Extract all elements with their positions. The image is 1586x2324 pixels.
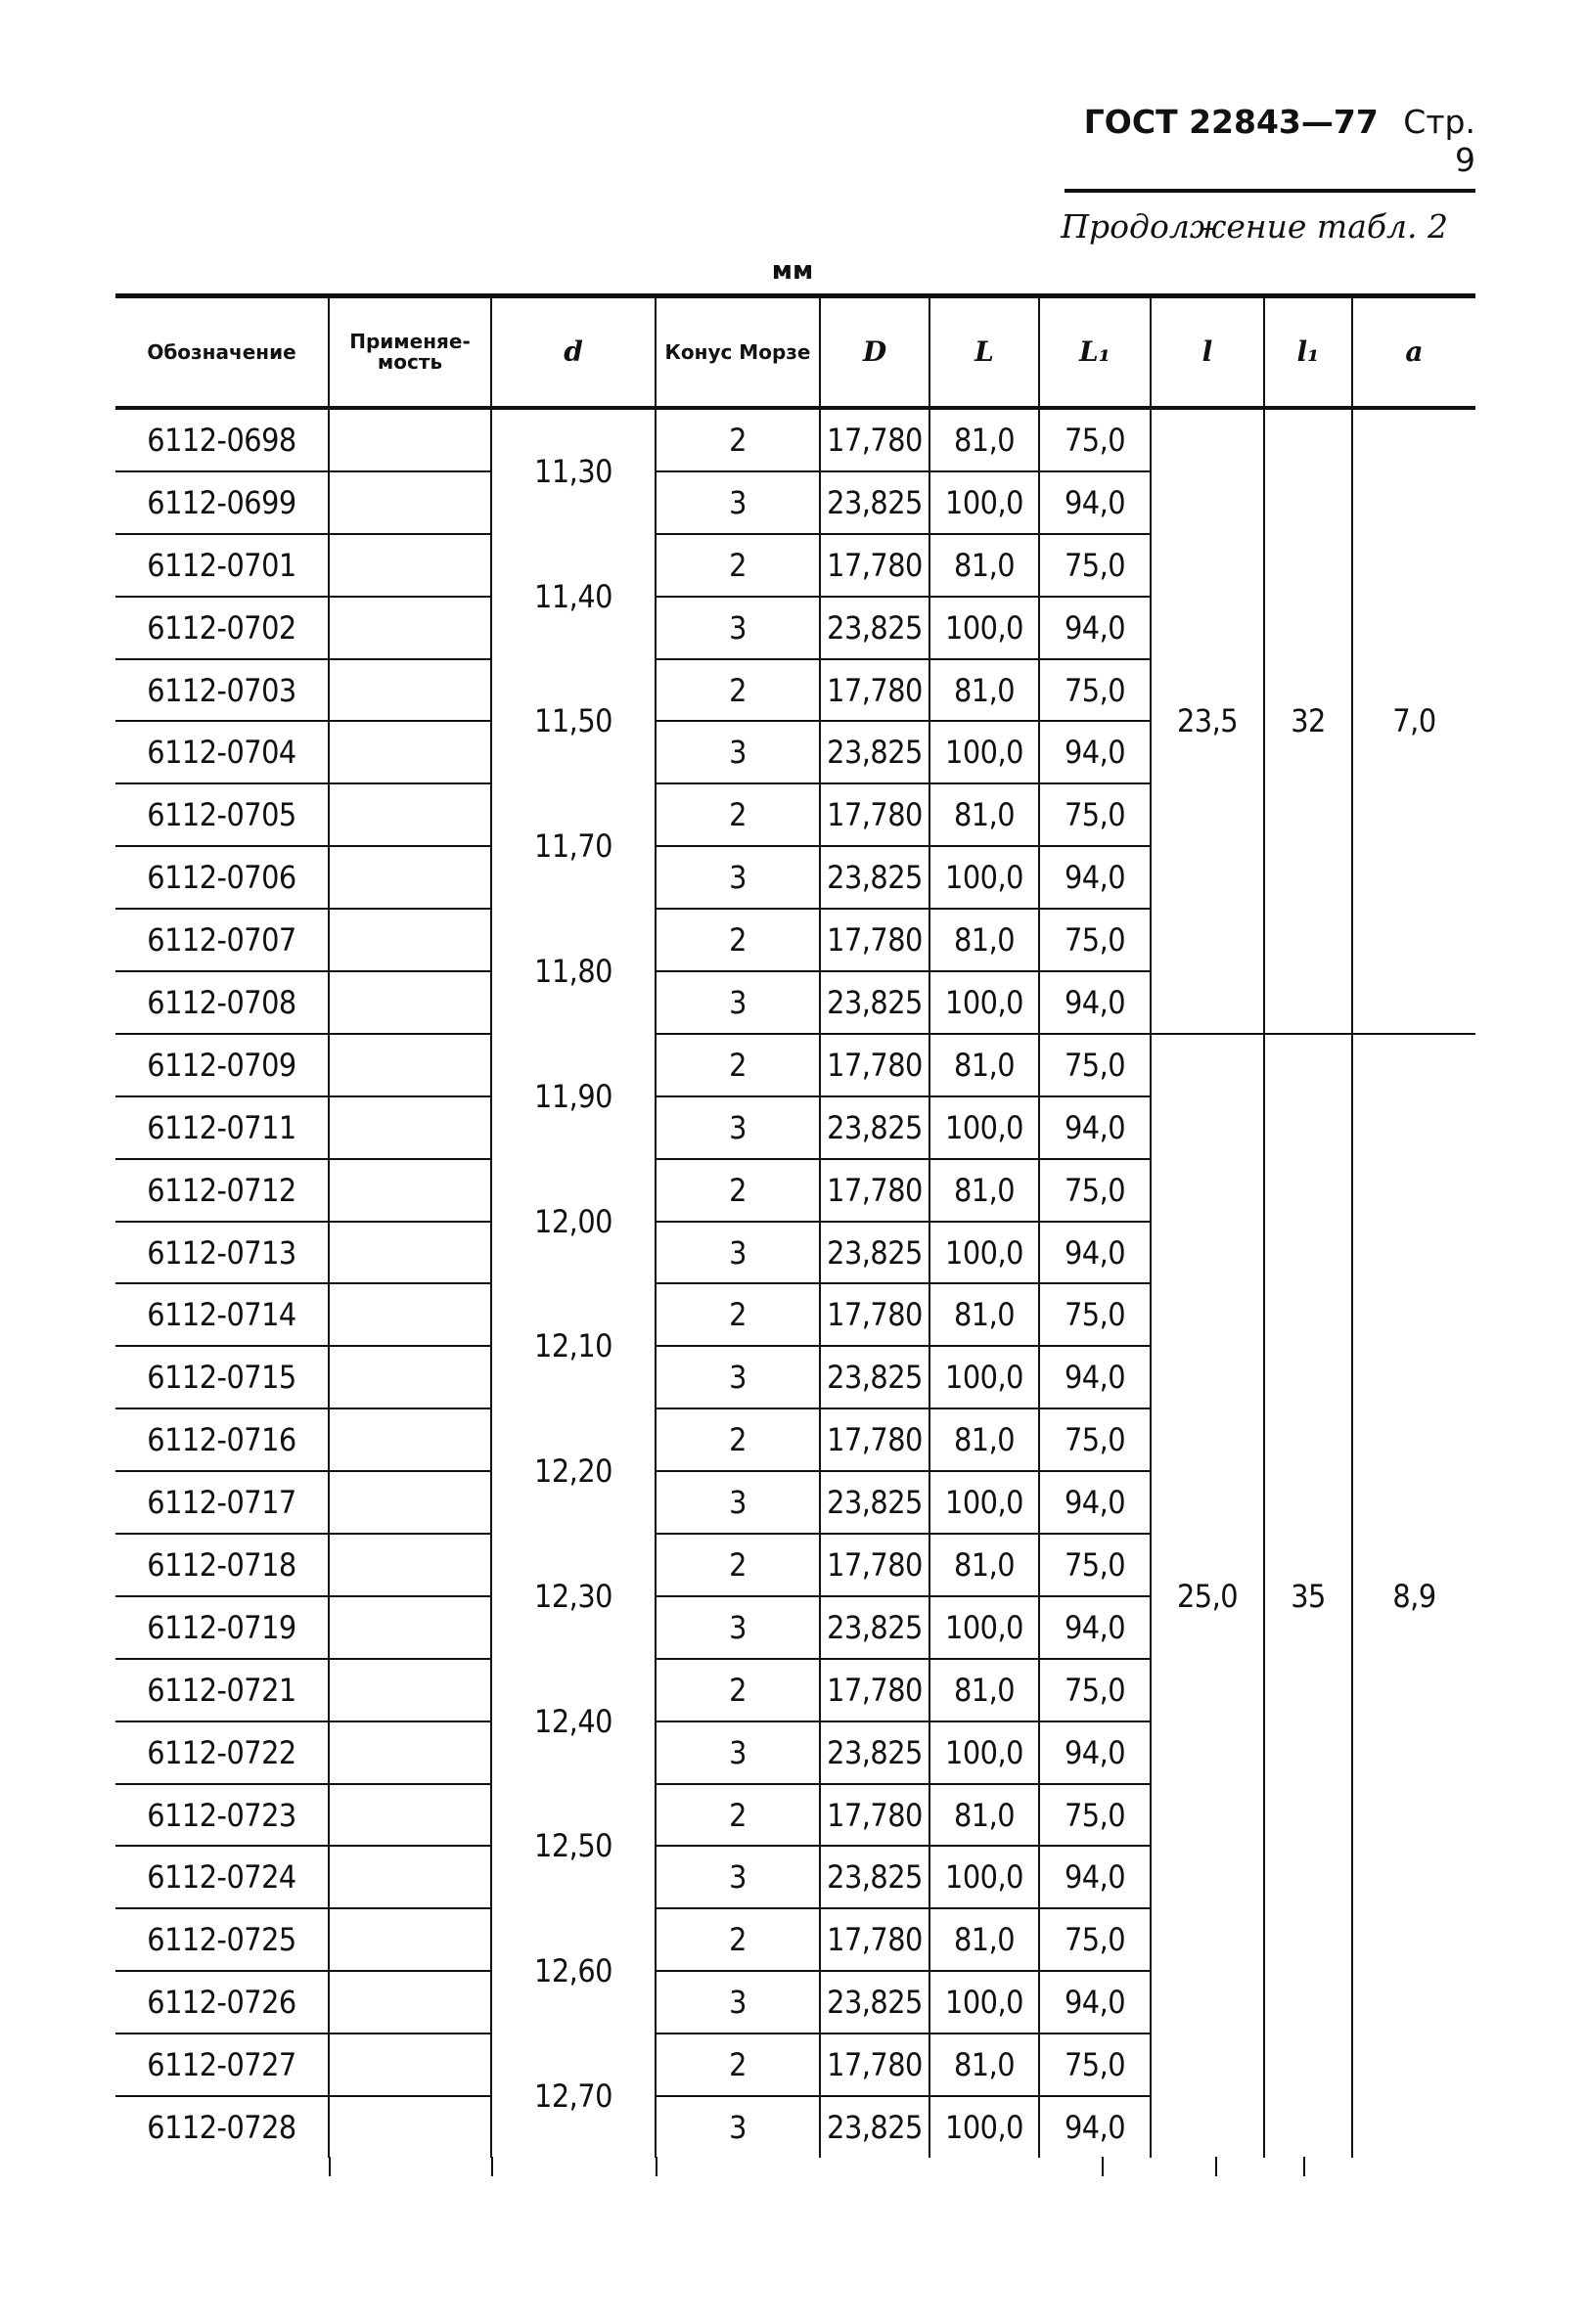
a-cell: 8,9 xyxy=(1352,1034,1475,2158)
L-cell: 81,0 xyxy=(929,909,1039,971)
table-row xyxy=(115,408,1475,471)
d-cell: 12,60 xyxy=(491,1908,656,2034)
L1-cell: 75,0 xyxy=(1039,909,1151,971)
D-cell: 23,825 xyxy=(820,1222,929,1284)
D-cell: 17,780 xyxy=(820,783,929,846)
L-cell: 100,0 xyxy=(929,1596,1039,1659)
page-header xyxy=(1065,103,1475,193)
morse-taper-cell: 2 xyxy=(656,1534,820,1596)
col-header-d: d xyxy=(491,296,656,409)
D-cell: 23,825 xyxy=(820,971,929,1034)
L1-cell: 75,0 xyxy=(1039,1659,1151,1721)
applicability-cell xyxy=(329,1471,491,1534)
D-cell: 17,780 xyxy=(820,1408,929,1471)
designation-cell: 6112-0704 xyxy=(115,721,329,783)
designation-cell: 6112-0722 xyxy=(115,1721,329,1784)
designation-cell: 6112-0699 xyxy=(115,471,329,534)
designation-cell: 6112-0707 xyxy=(115,909,329,971)
L-cell: 81,0 xyxy=(929,1908,1039,1971)
D-cell: 17,780 xyxy=(820,1159,929,1222)
applicability-cell xyxy=(329,2096,491,2158)
applicability-cell xyxy=(329,721,491,783)
morse-taper-cell: 3 xyxy=(656,1346,820,1408)
designation-cell: 6112-0705 xyxy=(115,783,329,846)
designation-cell: 6112-0726 xyxy=(115,1971,329,2034)
L1-cell: 75,0 xyxy=(1039,1534,1151,1596)
spec-table xyxy=(115,293,1475,2158)
morse-taper-cell: 2 xyxy=(656,1908,820,1971)
L-cell: 81,0 xyxy=(929,1659,1039,1721)
designation-cell: 6112-0724 xyxy=(115,1846,329,1908)
designation-cell: 6112-0698 xyxy=(115,408,329,471)
page-number: Стр. 9 xyxy=(1403,103,1475,179)
applicability-cell xyxy=(329,1159,491,1222)
designation-cell: 6112-0715 xyxy=(115,1346,329,1408)
col-header-applicability: Применяе-мость xyxy=(329,296,491,409)
d-cell: 11,40 xyxy=(491,534,656,659)
morse-taper-cell: 3 xyxy=(656,2096,820,2158)
morse-taper-cell: 2 xyxy=(656,2034,820,2096)
morse-taper-cell: 3 xyxy=(656,1096,820,1159)
morse-taper-cell: 2 xyxy=(656,1659,820,1721)
morse-taper-cell: 2 xyxy=(656,1408,820,1471)
applicability-cell xyxy=(329,783,491,846)
L-cell: 81,0 xyxy=(929,659,1039,722)
units-label: мм xyxy=(771,256,814,286)
L-cell: 81,0 xyxy=(929,783,1039,846)
col-header-D: D xyxy=(820,296,929,409)
L-cell: 81,0 xyxy=(929,534,1039,597)
morse-taper-cell: 3 xyxy=(656,721,820,783)
D-cell: 23,825 xyxy=(820,846,929,909)
designation-cell: 6112-0709 xyxy=(115,1034,329,1096)
designation-cell: 6112-0703 xyxy=(115,659,329,722)
L1-cell: 94,0 xyxy=(1039,1346,1151,1408)
L1-cell: 94,0 xyxy=(1039,1471,1151,1534)
d-cell: 11,70 xyxy=(491,783,656,909)
L1-cell: 94,0 xyxy=(1039,597,1151,659)
D-cell: 17,780 xyxy=(820,1534,929,1596)
L-cell: 81,0 xyxy=(929,1408,1039,1471)
morse-taper-cell: 2 xyxy=(656,1283,820,1346)
morse-taper-cell: 2 xyxy=(656,534,820,597)
applicability-cell xyxy=(329,2034,491,2096)
designation-cell: 6112-0723 xyxy=(115,1784,329,1847)
D-cell: 23,825 xyxy=(820,1846,929,1908)
applicability-cell xyxy=(329,1096,491,1159)
morse-taper-cell: 2 xyxy=(656,1034,820,1096)
morse-taper-cell: 3 xyxy=(656,471,820,534)
L-cell: 81,0 xyxy=(929,1283,1039,1346)
L1-cell: 94,0 xyxy=(1039,1846,1151,1908)
L-cell: 100,0 xyxy=(929,1721,1039,1784)
D-cell: 17,780 xyxy=(820,1784,929,1847)
morse-taper-cell: 3 xyxy=(656,1596,820,1659)
l-cell: 23,5 xyxy=(1151,408,1264,1034)
designation-cell: 6112-0718 xyxy=(115,1534,329,1596)
morse-taper-cell: 3 xyxy=(656,1222,820,1284)
designation-cell: 6112-0721 xyxy=(115,1659,329,1721)
L1-cell: 94,0 xyxy=(1039,846,1151,909)
L-cell: 100,0 xyxy=(929,1346,1039,1408)
L1-cell: 75,0 xyxy=(1039,1283,1151,1346)
D-cell: 17,780 xyxy=(820,2034,929,2096)
applicability-cell xyxy=(329,1222,491,1284)
d-cell: 11,30 xyxy=(491,408,656,534)
D-cell: 17,780 xyxy=(820,659,929,722)
designation-cell: 6112-0728 xyxy=(147,2108,296,2146)
applicability-cell xyxy=(329,1784,491,1847)
L1-cell: 75,0 xyxy=(1039,534,1151,597)
D-cell: 17,780 xyxy=(820,1659,929,1721)
L1-cell: 94,0 xyxy=(1039,1721,1151,1784)
morse-taper-cell: 3 xyxy=(656,1721,820,1784)
applicability-cell xyxy=(329,1283,491,1346)
D-cell: 23,825 xyxy=(820,721,929,783)
morse-taper-cell: 2 xyxy=(656,1784,820,1847)
morse-taper-cell: 3 xyxy=(656,1846,820,1908)
applicability-cell xyxy=(329,471,491,534)
d-cell: 12,70 xyxy=(491,2034,656,2158)
D-cell: 23,825 xyxy=(820,1971,929,2034)
L1-cell: 75,0 xyxy=(1039,1784,1151,1847)
applicability-cell xyxy=(329,1408,491,1471)
L1-cell: 75,0 xyxy=(1039,1908,1151,1971)
applicability-cell xyxy=(329,1659,491,1721)
L1-cell: 94,0 xyxy=(1039,2096,1151,2158)
col-header-designation: Обозначение xyxy=(115,296,329,409)
designation-cell: 6112-0711 xyxy=(115,1096,329,1159)
applicability-cell xyxy=(329,659,491,722)
L-cell: 100,0 xyxy=(929,1846,1039,1908)
d-cell: 12,40 xyxy=(491,1659,656,1784)
L-cell: 100,0 xyxy=(929,597,1039,659)
applicability-cell xyxy=(329,1908,491,1971)
D-cell: 17,780 xyxy=(820,408,929,471)
morse-taper-cell: 2 xyxy=(656,909,820,971)
D-cell: 23,825 xyxy=(820,1346,929,1408)
morse-taper-cell: 2 xyxy=(656,659,820,722)
l1-cell: 32 xyxy=(1264,408,1352,1034)
D-cell: 17,780 xyxy=(820,1283,929,1346)
morse-taper-cell: 3 xyxy=(656,1971,820,2034)
L-cell: 81,0 xyxy=(929,1534,1039,1596)
L-cell: 100,0 xyxy=(929,1222,1039,1284)
d-cell: 11,90 xyxy=(491,1034,656,1159)
d-cell: 12,50 xyxy=(491,1784,656,1909)
table-header-row xyxy=(115,296,1475,409)
D-cell: 23,825 xyxy=(820,597,929,659)
designation-cell: 6112-0727 xyxy=(115,2034,329,2096)
morse-taper-cell: 3 xyxy=(656,971,820,1034)
d-cell: 11,50 xyxy=(491,659,656,784)
L-cell: 100,0 xyxy=(929,2096,1039,2158)
col-header-L1: L₁ xyxy=(1039,296,1151,409)
D-cell: 23,825 xyxy=(820,1471,929,1534)
morse-taper-cell: 3 xyxy=(656,1471,820,1534)
applicability-cell xyxy=(329,1846,491,1908)
d-cell: 12,30 xyxy=(491,1534,656,1659)
D-cell: 23,825 xyxy=(820,1721,929,1784)
d-cell: 12,10 xyxy=(491,1283,656,1408)
designation-cell: 6112-0725 xyxy=(115,1908,329,1971)
L1-cell: 94,0 xyxy=(1039,721,1151,783)
table-continuation-title: Продолжение табл. 2 xyxy=(1061,207,1448,246)
L-cell: 100,0 xyxy=(929,846,1039,909)
L1-cell: 94,0 xyxy=(1039,1222,1151,1284)
L-cell: 100,0 xyxy=(929,471,1039,534)
applicability-cell xyxy=(329,597,491,659)
col-header-L: L xyxy=(929,296,1039,409)
applicability-cell xyxy=(329,846,491,909)
a-cell: 7,0 xyxy=(1352,408,1475,1034)
morse-taper-cell: 2 xyxy=(656,408,820,471)
designation-cell: 6112-0713 xyxy=(115,1222,329,1284)
L-cell: 100,0 xyxy=(929,1096,1039,1159)
L-cell: 100,0 xyxy=(929,721,1039,783)
applicability-cell xyxy=(329,1596,491,1659)
applicability-cell xyxy=(329,1034,491,1096)
d-cell: 12,20 xyxy=(491,1408,656,1534)
L1-cell: 75,0 xyxy=(1039,783,1151,846)
morse-taper-cell: 2 xyxy=(656,783,820,846)
l1-cell: 35 xyxy=(1264,1034,1352,2158)
d-cell: 12,00 xyxy=(491,1159,656,1284)
L1-cell: 75,0 xyxy=(1039,659,1151,722)
L1-cell: 94,0 xyxy=(1039,1596,1151,1659)
L-cell: 81,0 xyxy=(929,1034,1039,1096)
L1-cell: 94,0 xyxy=(1039,471,1151,534)
applicability-cell xyxy=(329,534,491,597)
L1-cell: 75,0 xyxy=(1039,1034,1151,1096)
D-cell: 17,780 xyxy=(820,534,929,597)
standard-number: ГОСТ 22843—77 xyxy=(1083,103,1379,141)
D-cell: 23,825 xyxy=(820,1096,929,1159)
col-header-morse-taper: Конус Морзе xyxy=(656,296,820,409)
applicability-cell xyxy=(329,1534,491,1596)
L1-cell: 75,0 xyxy=(1039,1159,1151,1222)
col-header-l1: l₁ xyxy=(1264,296,1352,409)
designation-cell: 6112-0701 xyxy=(115,534,329,597)
D-cell: 23,825 xyxy=(820,2096,929,2158)
L-cell: 81,0 xyxy=(929,408,1039,471)
L1-cell: 75,0 xyxy=(1039,2034,1151,2096)
applicability-cell xyxy=(329,909,491,971)
L-cell: 81,0 xyxy=(929,2034,1039,2096)
designation-cell: 6112-0712 xyxy=(115,1159,329,1222)
D-cell: 17,780 xyxy=(820,1034,929,1096)
col-header-a: a xyxy=(1352,296,1475,409)
L-cell: 100,0 xyxy=(929,1471,1039,1534)
designation-cell: 6112-0702 xyxy=(115,597,329,659)
d-cell: 11,80 xyxy=(491,909,656,1034)
designation-cell: 6112-0717 xyxy=(115,1471,329,1534)
L1-cell: 75,0 xyxy=(1039,1408,1151,1471)
table-column-tails xyxy=(115,2157,1475,2176)
D-cell: 17,780 xyxy=(820,909,929,971)
D-cell: 23,825 xyxy=(820,471,929,534)
applicability-cell xyxy=(329,971,491,1034)
applicability-cell xyxy=(329,408,491,471)
L-cell: 100,0 xyxy=(929,1971,1039,2034)
L1-cell: 94,0 xyxy=(1039,971,1151,1034)
l-cell: 25,0 xyxy=(1151,1034,1264,2158)
applicability-cell xyxy=(329,1346,491,1408)
col-header-l: l xyxy=(1151,296,1264,409)
applicability-cell xyxy=(329,1971,491,2034)
D-cell: 23,825 xyxy=(820,1596,929,1659)
applicability-cell xyxy=(329,1721,491,1784)
designation-cell: 6112-0714 xyxy=(115,1283,329,1346)
designation-cell: 6112-0719 xyxy=(115,1596,329,1659)
L1-cell: 94,0 xyxy=(1039,1096,1151,1159)
morse-taper-cell: 2 xyxy=(656,1159,820,1222)
L1-cell: 94,0 xyxy=(1039,1971,1151,2034)
L-cell: 100,0 xyxy=(929,971,1039,1034)
table-row xyxy=(115,1034,1475,1096)
designation-cell: 6112-0706 xyxy=(115,846,329,909)
D-cell: 17,780 xyxy=(820,1908,929,1971)
L-cell: 81,0 xyxy=(929,1784,1039,1847)
L1-cell: 75,0 xyxy=(1039,408,1151,471)
designation-cell: 6112-0716 xyxy=(115,1408,329,1471)
morse-taper-cell: 3 xyxy=(656,846,820,909)
morse-taper-cell: 3 xyxy=(656,597,820,659)
L-cell: 81,0 xyxy=(929,1159,1039,1222)
designation-cell: 6112-0708 xyxy=(115,971,329,1034)
table-body xyxy=(115,408,1475,2158)
